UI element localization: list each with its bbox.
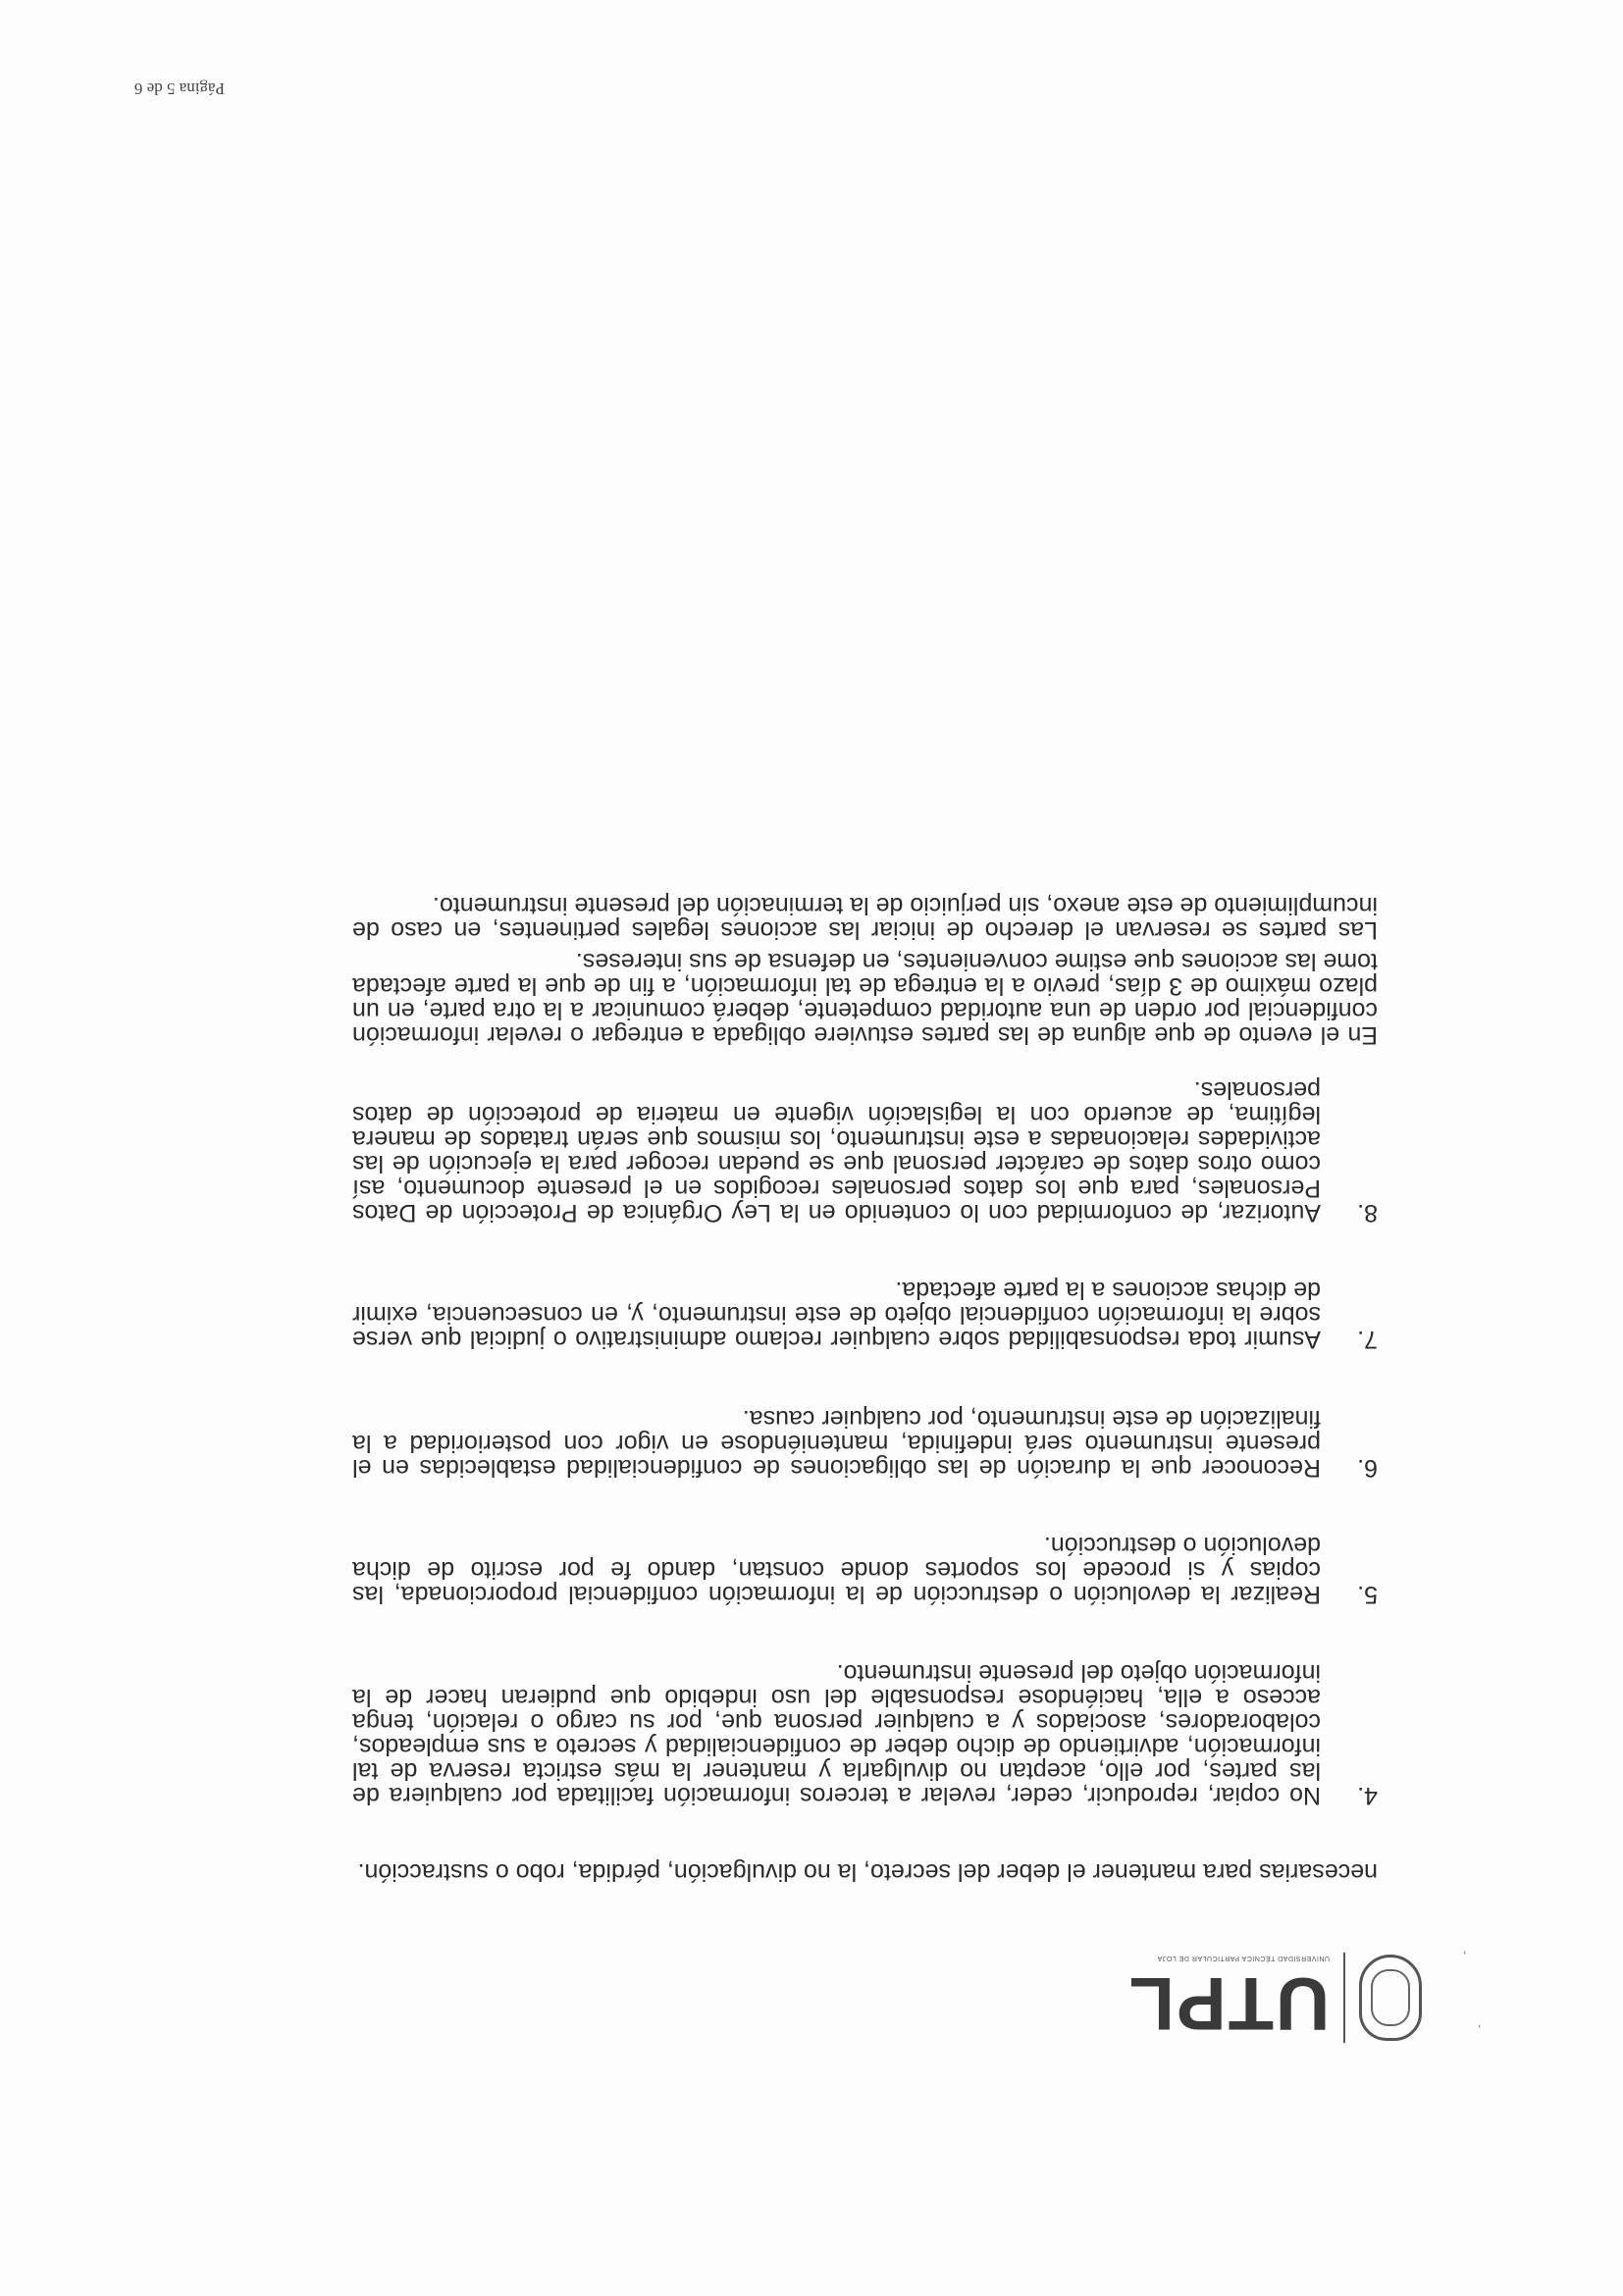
scan-mark: ': [1478, 2015, 1481, 2031]
page-number: Página 5 de 6: [133, 79, 225, 98]
utpl-logo: [1126, 1953, 1422, 2046]
item-number: 6.: [1357, 1454, 1378, 1482]
scan-mark: ': [1463, 1942, 1466, 1957]
intro-paragraph: necesarias para mantener el deber del secreto, la no divulgación, pérdida, robo o sustracción.: [357, 1858, 1378, 1886]
logo-subtitle: UNIVERSIDAD TÉCNICA PARTICULAR DE LOJA: [1157, 1955, 1330, 1962]
item-number: 7.: [1357, 1326, 1378, 1353]
item-text: Reconocer que la duración de las obligaciones de confidencialidad establecidas en el presente instrumento será indefinida, manteniéndose en vigor con posterioridad a la finalización de este instrumento, por cualquier causa.: [352, 1405, 1321, 1482]
item-number: 4.: [1357, 1782, 1378, 1809]
item-number: 5.: [1357, 1581, 1378, 1608]
body-paragraph: En el evento de que alguna de las partes estuviere obligada a entregar o revelar información confidencial por orden de una autoridad competente, deberá comunicar a la otra parte, en un plazo máximo de 3 días, previo a la entrega de tal información, a fin de que la parte afectada tome las acciones que estime convenientes, en defensa de sus intereses.: [352, 948, 1378, 1049]
university-seal-icon: [1359, 1955, 1422, 2041]
logo-wordmark: UTPL: [1126, 1961, 1330, 2046]
logo-divider: [1343, 1953, 1345, 2043]
item-text: Asumir toda responsabilidad sobre cualquier reclamo administrativo o judicial que verse sobre la información confidencial objeto de este instrumento, y, en consecuencia, eximir de dichas acciones a la parte afectada.: [352, 1277, 1321, 1353]
item-number: 8.: [1357, 1199, 1378, 1226]
body-paragraph: Las partes se reservan el derecho de iniciar las acciones legales pertinentes, en caso de incumplimiento de este anexo, sin perjuicio de la terminación del presente instrumento.: [352, 892, 1378, 944]
item-text: Realizar la devolución o destrucción de la información confidencial proporcionada, las copias y si procede los soportes donde constan, dando fe por escrito de dicha devolución o destrucción.: [352, 1532, 1321, 1608]
item-text: Autorizar, de conformidad con lo contenido en la Ley Orgánica de Protección de Datos Personales, para que los datos personales recogidos en el presente documento, así como otros datos de carácter personal que se puedan recoger para la ejecución de las actividades relacionadas a este instrumento, los mismos que serán tratados de manera legítima, de acuerdo con la legislación vigente en materia de protección de datos personales.: [352, 1076, 1321, 1226]
item-text: No copiar, reproducir, ceder, revelar a terceros información facilitada por cualquiera de las partes, por ello, aceptan no divulgarla y mantener la más estricta reserva de tal información, advirtiendo de dicho deber de confidencialidad y secreto a sus empleados, colaboradores, asociados y a cualquier persona que, por su cargo o relación, tenga acceso a ella, haciéndose responsable del uso indebido que pudieran hacer de la información objeto del presente instrumento.: [352, 1659, 1321, 1809]
